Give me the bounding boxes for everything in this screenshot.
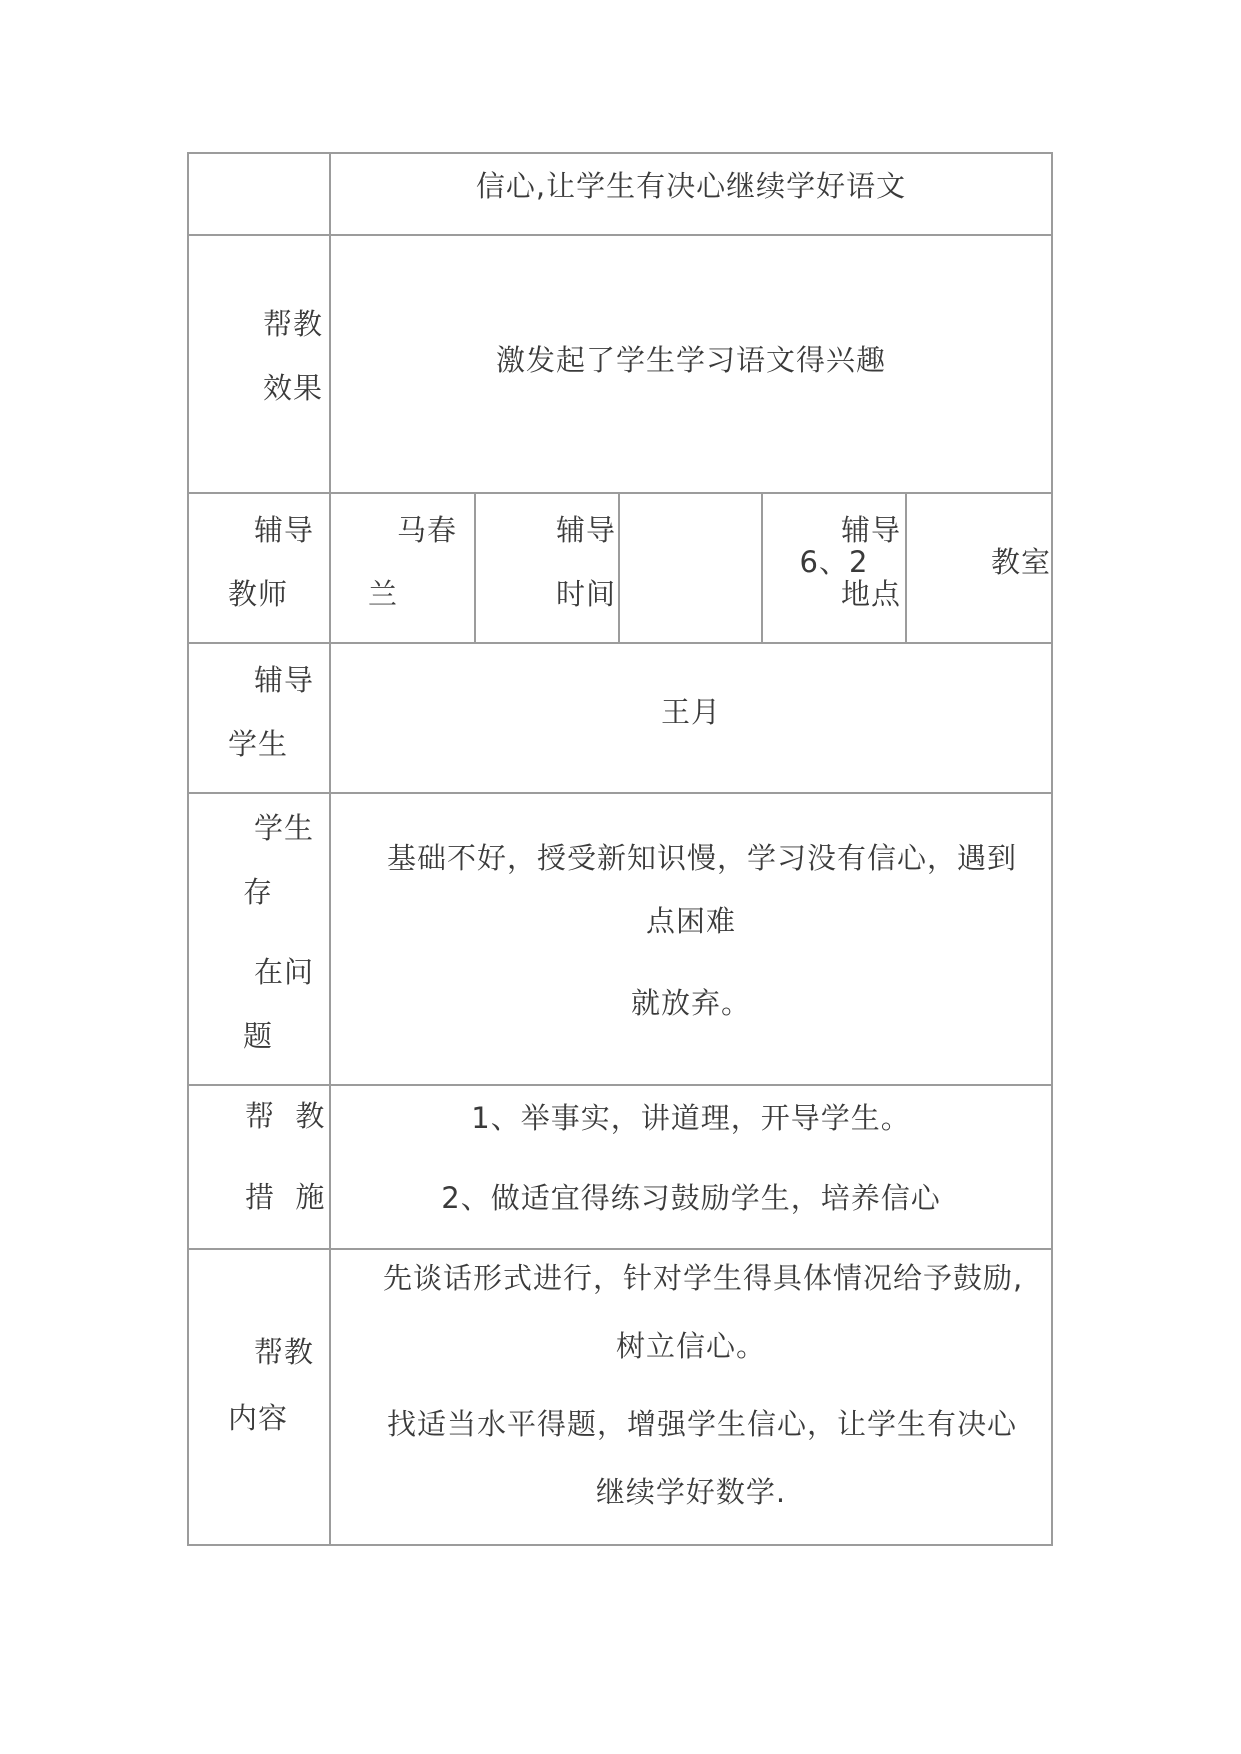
teacher-name-line-1: 马春: [397, 513, 458, 547]
student-label-line-1: 辅导: [254, 663, 315, 697]
table-border-top: [187, 152, 1053, 154]
content-line-1: 先谈话形式进行，针对学生得具体情况给予鼓励,: [383, 1261, 1024, 1295]
time-value: 6、2: [799, 545, 869, 579]
plan-table: [187, 152, 1053, 1546]
effect-value: 激发起了学生学习语文得兴趣: [495, 343, 886, 377]
problem-line-2: 点困难: [645, 904, 736, 938]
student-value: 王月: [660, 695, 721, 729]
place-label-line-1: 辅导: [841, 513, 902, 547]
row-divider: [187, 492, 1053, 494]
measures-item-1: 1、举事实，讲道理，开导学生。: [471, 1101, 911, 1135]
row-divider: [187, 1084, 1053, 1086]
table-border-left: [187, 152, 189, 1546]
problem-line-3: 就放弃。: [630, 986, 751, 1020]
place-value: 教室: [991, 545, 1052, 579]
row-divider: [187, 234, 1053, 236]
place-label-line-2: 地点: [841, 577, 902, 611]
student-label-line-2: 学生: [228, 727, 289, 761]
content-label-line-2: 内容: [228, 1401, 289, 1435]
problem-label-line-3: 在问: [254, 955, 315, 989]
cell-divider: [905, 492, 907, 644]
measures-label-line-2: 措 施: [245, 1180, 326, 1214]
problem-label-line-2: 存: [243, 875, 274, 909]
row-divider: [187, 792, 1053, 794]
content-line-4: 继续学好数学.: [595, 1475, 787, 1509]
measures-label-line-1: 帮 教: [245, 1099, 326, 1133]
effect-label-line-2: 效果: [263, 371, 324, 405]
measures-item-2: 2、做适宜得练习鼓励学生，培养信心: [441, 1181, 941, 1215]
content-line-2: 树立信心。: [615, 1329, 766, 1363]
problem-label-line-1: 学生: [254, 811, 315, 845]
row-divider: [187, 1248, 1053, 1250]
effect-label-line-1: 帮教: [263, 307, 324, 341]
top-row-text: 信心,让学生有决心继续学好语文: [475, 169, 907, 203]
teacher-label-line-2: 教师: [228, 577, 289, 611]
row-divider: [187, 642, 1053, 644]
content-label-line-1: 帮教: [254, 1335, 315, 1369]
teacher-name-line-2: 兰: [368, 577, 399, 611]
table-border-bottom: [187, 1544, 1053, 1546]
table-border-right: [1051, 152, 1053, 1546]
cell-divider: [618, 492, 620, 644]
time-label-line-2: 时间: [556, 577, 617, 611]
teacher-label-line-1: 辅导: [254, 513, 315, 547]
time-label-line-1: 辅导: [556, 513, 617, 547]
content-line-3: 找适当水平得题，增强学生信心，让学生有决心: [387, 1407, 1018, 1441]
cell-divider: [474, 492, 476, 644]
problem-line-1: 基础不好，授受新知识慢，学习没有信心，遇到: [387, 841, 1018, 875]
problem-label-line-4: 题: [243, 1019, 274, 1053]
